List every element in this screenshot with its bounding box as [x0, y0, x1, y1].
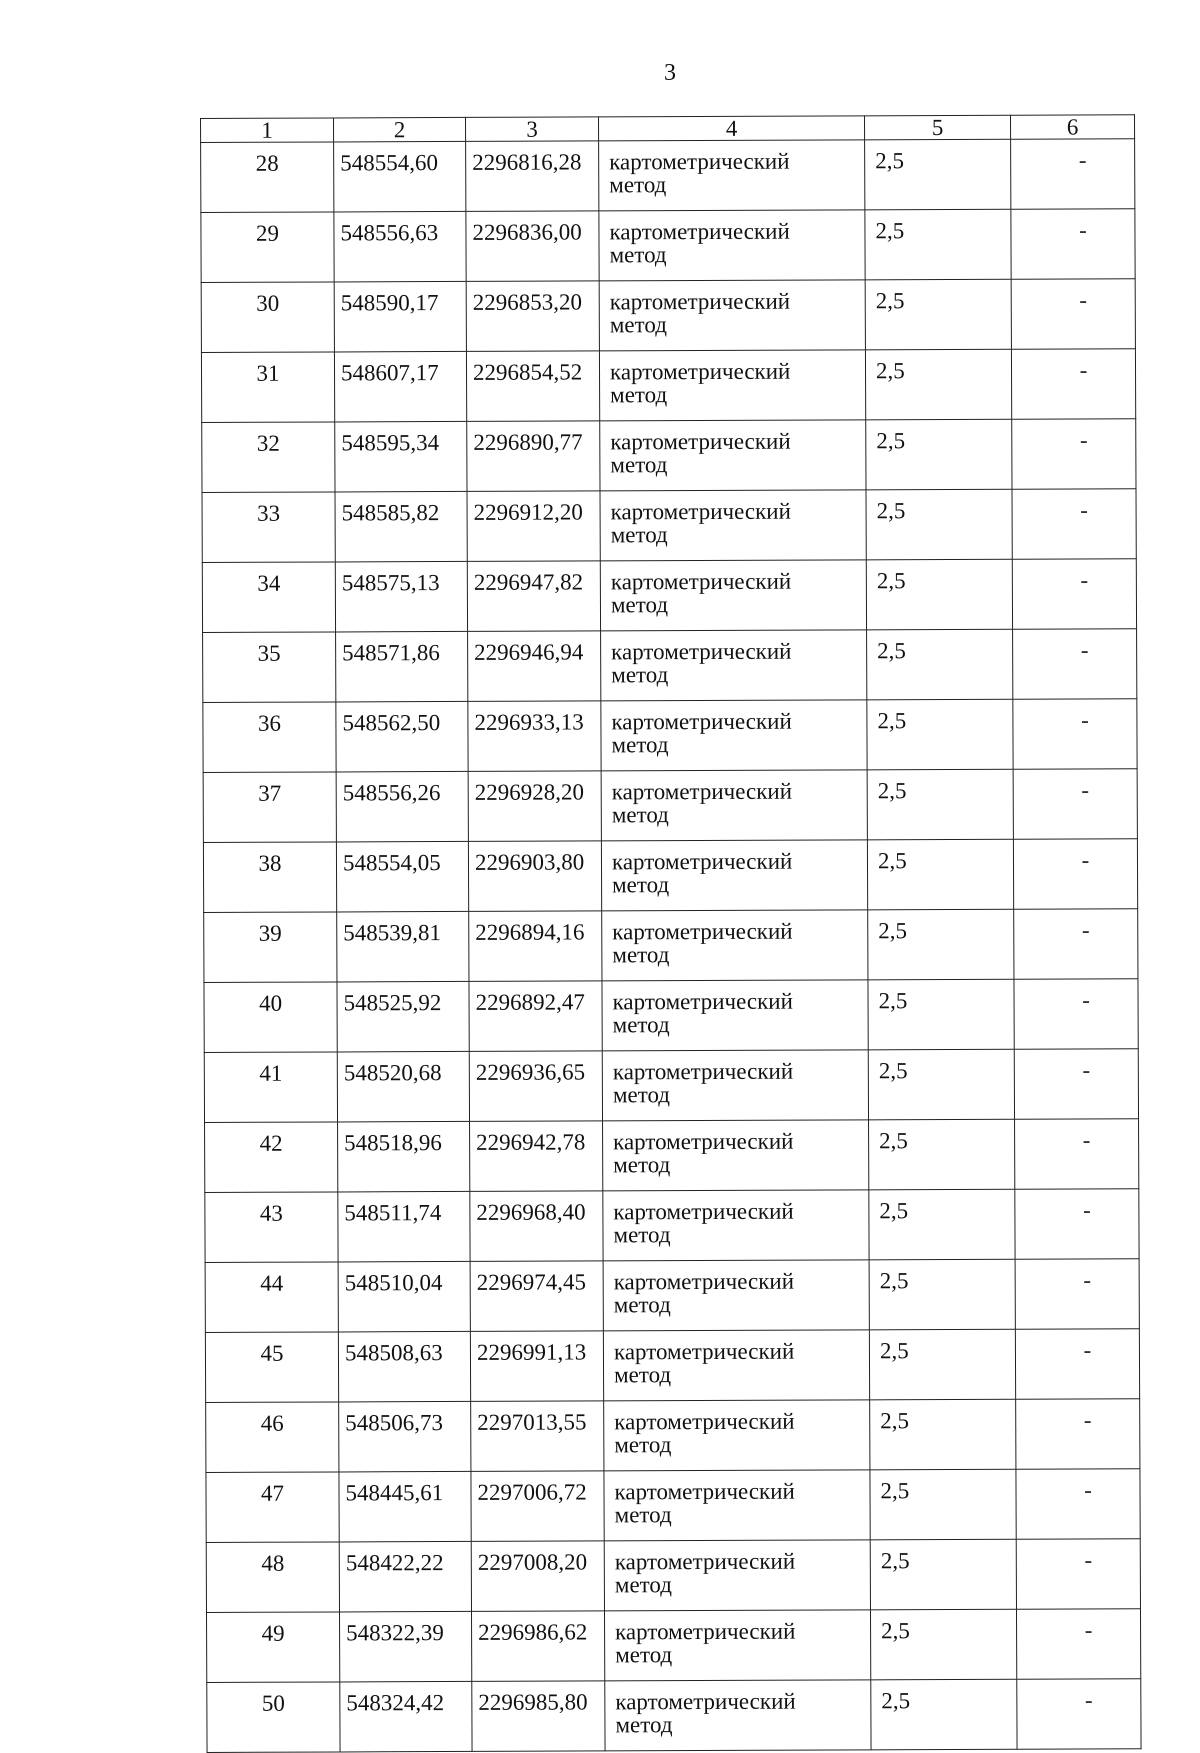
- accuracy-cell: 2,5: [867, 629, 1013, 700]
- method-cell: [603, 1120, 869, 1191]
- method-cell: [601, 840, 867, 911]
- x-coordinate-cell: 548506,73: [339, 1401, 471, 1472]
- x-coordinate-cell: 548575,13: [335, 561, 467, 632]
- table-row: [206, 1399, 1140, 1473]
- y-coordinate-cell: 2296894,16: [469, 911, 602, 982]
- method-line-2: метод: [611, 732, 669, 758]
- coordinates-table: [200, 114, 1142, 1753]
- point-number-cell: 49: [206, 1612, 339, 1683]
- method-line-1: картометрический: [613, 1198, 794, 1225]
- point-number-cell: 47: [206, 1472, 339, 1543]
- x-coordinate-cell: 548422,22: [339, 1541, 471, 1612]
- method-line-2: метод: [615, 1712, 673, 1738]
- y-coordinate-cell: 2297013,55: [471, 1401, 604, 1472]
- accuracy-cell: 2,5: [865, 349, 1011, 420]
- method-cell: [600, 420, 866, 491]
- method-line-1: картометрический: [609, 148, 790, 175]
- method-cell: [600, 490, 866, 561]
- method-line-1: картометрический: [611, 778, 793, 805]
- point-number-cell: 35: [203, 632, 336, 703]
- method-cell: [604, 1400, 870, 1471]
- note-cell: -: [1011, 139, 1135, 209]
- note-cell: -: [1016, 1539, 1140, 1609]
- x-coordinate-cell: 548510,04: [338, 1261, 470, 1332]
- accuracy-cell: 2,5: [866, 419, 1012, 490]
- y-coordinate-cell: 2296936,65: [469, 1051, 602, 1122]
- x-coordinate-cell: 548590,17: [334, 281, 466, 352]
- table-row: [206, 1609, 1140, 1683]
- x-coordinate-cell: 548322,39: [339, 1611, 471, 1682]
- method-cell: [601, 630, 867, 701]
- method-line-1: картометрический: [609, 358, 791, 385]
- y-coordinate-cell: 2296853,20: [466, 281, 599, 352]
- note-cell: -: [1011, 279, 1135, 349]
- table-row: [201, 139, 1135, 213]
- point-number-cell: 38: [203, 842, 336, 913]
- table-row: [201, 349, 1135, 423]
- method-line-2: метод: [614, 1432, 672, 1458]
- method-line-1: картометрический: [612, 1058, 794, 1085]
- point-number-cell: 44: [205, 1262, 338, 1333]
- page-number: 3: [664, 60, 676, 86]
- accuracy-cell: 2,5: [865, 139, 1011, 210]
- point-number-cell: 46: [206, 1402, 339, 1473]
- method-line-1: картометрический: [611, 708, 792, 735]
- accuracy-cell: 2,5: [866, 489, 1012, 560]
- method-cell: [601, 700, 867, 771]
- method-cell: [602, 980, 868, 1051]
- x-coordinate-cell: 548525,92: [337, 981, 469, 1052]
- accuracy-cell: 2,5: [868, 1049, 1014, 1120]
- method-cell: [604, 1470, 870, 1541]
- table-row: [207, 1679, 1141, 1753]
- y-coordinate-cell: 2296892,47: [469, 981, 602, 1052]
- method-line-2: метод: [614, 1502, 672, 1528]
- accuracy-cell: 2,5: [867, 839, 1013, 910]
- method-line-2: метод: [613, 1292, 671, 1318]
- method-line-2: метод: [611, 662, 669, 688]
- method-line-1: картометрический: [612, 988, 793, 1015]
- accuracy-cell: 2,5: [868, 909, 1014, 980]
- point-number-cell: 45: [205, 1332, 338, 1403]
- method-line-2: метод: [613, 1222, 671, 1248]
- note-cell: -: [1011, 349, 1135, 419]
- method-line-1: картометрический: [614, 1548, 796, 1575]
- y-coordinate-cell: 2296986,62: [471, 1611, 604, 1682]
- accuracy-cell: 2,5: [866, 559, 1012, 630]
- method-line-2: метод: [612, 1012, 670, 1038]
- method-line-1: картометрический: [614, 1478, 795, 1505]
- y-coordinate-cell: 2296816,28: [466, 141, 599, 212]
- table-row: [205, 1329, 1139, 1403]
- x-coordinate-cell: 548554,60: [334, 141, 466, 212]
- y-coordinate-cell: 2296991,13: [470, 1331, 603, 1402]
- table-row: [205, 1119, 1139, 1193]
- table-row: [204, 1049, 1138, 1123]
- note-cell: -: [1011, 209, 1135, 279]
- y-coordinate-cell: 2296890,77: [467, 421, 600, 492]
- x-coordinate-cell: 548556,63: [334, 211, 466, 282]
- point-number-cell: 28: [201, 142, 334, 213]
- method-line-1: картометрический: [610, 498, 791, 525]
- method-line-1: картометрический: [613, 1338, 795, 1365]
- point-number-cell: 29: [201, 212, 334, 283]
- method-line-1: картометрический: [611, 638, 792, 665]
- method-line-2: метод: [612, 872, 670, 898]
- x-coordinate-cell: 548539,81: [337, 911, 469, 982]
- x-coordinate-cell: 548571,86: [336, 631, 468, 702]
- method-line-2: метод: [611, 802, 669, 828]
- point-number-cell: 32: [202, 422, 335, 493]
- note-cell: -: [1015, 1329, 1139, 1399]
- y-coordinate-cell: 2296942,78: [470, 1121, 603, 1192]
- point-number-cell: 30: [201, 282, 334, 353]
- method-cell: [599, 210, 865, 281]
- table-row: [204, 979, 1138, 1053]
- accuracy-cell: 2,5: [869, 1329, 1015, 1400]
- point-number-cell: 48: [206, 1542, 339, 1613]
- point-number-cell: 36: [203, 702, 336, 773]
- note-cell: -: [1013, 629, 1137, 699]
- method-line-2: метод: [609, 172, 667, 198]
- method-line-2: метод: [614, 1572, 673, 1598]
- accuracy-cell: 2,5: [868, 979, 1014, 1050]
- method-cell: [602, 1050, 868, 1121]
- point-number-cell: 50: [207, 1682, 340, 1753]
- point-number-cell: 34: [202, 562, 335, 633]
- method-line-2: метод: [612, 1082, 671, 1108]
- table-row: [201, 279, 1135, 353]
- accuracy-cell: 2,5: [869, 1119, 1015, 1190]
- y-coordinate-cell: 2296836,00: [466, 211, 599, 282]
- accuracy-cell: 2,5: [870, 1609, 1016, 1680]
- note-cell: -: [1012, 559, 1136, 629]
- accuracy-cell: 2,5: [867, 699, 1013, 770]
- method-cell: [600, 560, 866, 631]
- note-cell: -: [1016, 1469, 1140, 1539]
- table-body: [201, 139, 1141, 1753]
- method-line-1: картометрический: [615, 1618, 796, 1645]
- y-coordinate-cell: 2296903,80: [468, 841, 601, 912]
- point-number-cell: 37: [203, 772, 336, 843]
- header-col-1: 1: [201, 118, 334, 143]
- y-coordinate-cell: 2297008,20: [471, 1541, 604, 1612]
- header-col-5: 5: [864, 115, 1010, 140]
- method-line-2: метод: [610, 592, 669, 618]
- header-col-6: 6: [1010, 115, 1134, 139]
- method-line-1: картометрический: [613, 1268, 795, 1295]
- x-coordinate-cell: 548562,50: [336, 701, 468, 772]
- method-cell: [599, 140, 865, 211]
- table-row: [202, 489, 1136, 563]
- note-cell: -: [1013, 839, 1137, 909]
- point-number-cell: 40: [204, 982, 337, 1053]
- accuracy-cell: 2,5: [870, 1399, 1016, 1470]
- point-number-cell: 33: [202, 492, 335, 563]
- note-cell: -: [1012, 489, 1136, 559]
- method-line-2: метод: [610, 522, 668, 548]
- x-coordinate-cell: 548520,68: [337, 1051, 469, 1122]
- method-line-1: картометрический: [610, 568, 792, 595]
- y-coordinate-cell: 2296854,52: [466, 351, 599, 422]
- coordinates-table-wrapper: [200, 114, 1142, 1753]
- method-line-2: метод: [613, 1362, 672, 1388]
- method-line-2: метод: [615, 1642, 673, 1668]
- x-coordinate-cell: 548556,26: [336, 771, 468, 842]
- method-line-2: метод: [609, 312, 667, 338]
- point-number-cell: 39: [204, 912, 337, 983]
- table-row: [203, 699, 1137, 773]
- accuracy-cell: 2,5: [865, 279, 1011, 350]
- note-cell: -: [1017, 1679, 1141, 1749]
- table-row: [206, 1539, 1140, 1613]
- note-cell: -: [1016, 1399, 1140, 1469]
- x-coordinate-cell: 548607,17: [334, 351, 466, 422]
- method-cell: [604, 1540, 870, 1611]
- method-line-2: метод: [609, 242, 667, 268]
- method-line-2: метод: [610, 382, 668, 408]
- note-cell: -: [1013, 769, 1137, 839]
- accuracy-cell: 2,5: [865, 209, 1011, 280]
- x-coordinate-cell: 548324,42: [340, 1681, 472, 1752]
- y-coordinate-cell: 2296974,45: [470, 1261, 603, 1332]
- note-cell: -: [1016, 1609, 1140, 1679]
- method-cell: [603, 1190, 869, 1261]
- method-line-2: метод: [612, 942, 670, 968]
- note-cell: -: [1015, 1189, 1139, 1259]
- x-coordinate-cell: 548595,34: [335, 421, 467, 492]
- method-line-2: метод: [613, 1152, 671, 1178]
- x-coordinate-cell: 548508,63: [338, 1331, 470, 1402]
- method-cell: [603, 1330, 869, 1401]
- table-row: [206, 1469, 1140, 1543]
- y-coordinate-cell: 2296928,20: [468, 771, 601, 842]
- table-row: [203, 769, 1137, 843]
- x-coordinate-cell: 548445,61: [339, 1471, 471, 1542]
- y-coordinate-cell: 2296912,20: [467, 491, 600, 562]
- x-coordinate-cell: 548511,74: [338, 1191, 470, 1262]
- table-row: [204, 909, 1138, 983]
- method-line-1: картометрический: [612, 918, 793, 945]
- method-cell: [601, 770, 867, 841]
- point-number-cell: 41: [204, 1052, 337, 1123]
- accuracy-cell: 2,5: [870, 1539, 1016, 1610]
- method-line-2: метод: [610, 452, 668, 478]
- method-line-1: картометрический: [611, 848, 793, 875]
- y-coordinate-cell: 2297006,72: [471, 1471, 604, 1542]
- note-cell: -: [1014, 1049, 1138, 1119]
- note-cell: -: [1014, 979, 1138, 1049]
- method-line-1: картометрический: [610, 428, 791, 455]
- table-row: [202, 559, 1136, 633]
- accuracy-cell: 2,5: [871, 1679, 1017, 1750]
- method-line-1: картометрический: [614, 1408, 795, 1435]
- y-coordinate-cell: 2296985,80: [472, 1681, 605, 1752]
- method-line-1: картометрический: [615, 1688, 796, 1715]
- table-row: [202, 419, 1136, 493]
- method-line-1: картометрический: [613, 1128, 794, 1155]
- point-number-cell: 43: [205, 1192, 338, 1263]
- accuracy-cell: 2,5: [869, 1189, 1015, 1260]
- note-cell: -: [1014, 909, 1138, 979]
- note-cell: -: [1015, 1119, 1139, 1189]
- method-cell: [599, 280, 865, 351]
- header-col-2: 2: [334, 117, 466, 142]
- method-cell: [604, 1610, 870, 1681]
- y-coordinate-cell: 2296933,13: [468, 701, 601, 772]
- point-number-cell: 42: [205, 1122, 338, 1193]
- table-row: [201, 209, 1135, 283]
- table-row: [205, 1259, 1139, 1333]
- accuracy-cell: 2,5: [870, 1469, 1016, 1540]
- method-line-1: картометрический: [609, 218, 790, 245]
- accuracy-cell: 2,5: [869, 1259, 1015, 1330]
- method-line-1: картометрический: [609, 288, 791, 315]
- accuracy-cell: 2,5: [867, 769, 1013, 840]
- point-number-cell: 31: [201, 352, 334, 423]
- x-coordinate-cell: 548554,05: [336, 841, 468, 912]
- x-coordinate-cell: 548585,82: [335, 491, 467, 562]
- y-coordinate-cell: 2296946,94: [468, 631, 601, 702]
- note-cell: -: [1015, 1259, 1139, 1329]
- method-cell: [602, 910, 868, 981]
- note-cell: -: [1013, 699, 1137, 769]
- y-coordinate-cell: 2296968,40: [470, 1191, 603, 1262]
- method-cell: [603, 1260, 869, 1331]
- method-cell: [599, 350, 865, 421]
- table-row: [203, 839, 1137, 913]
- table-row: [203, 629, 1137, 703]
- method-cell: [605, 1680, 871, 1751]
- x-coordinate-cell: 548518,96: [338, 1121, 470, 1192]
- y-coordinate-cell: 2296947,82: [467, 561, 600, 632]
- table-row: [205, 1189, 1139, 1263]
- note-cell: -: [1012, 419, 1136, 489]
- header-col-3: 3: [465, 117, 598, 142]
- header-col-4: 4: [598, 116, 864, 141]
